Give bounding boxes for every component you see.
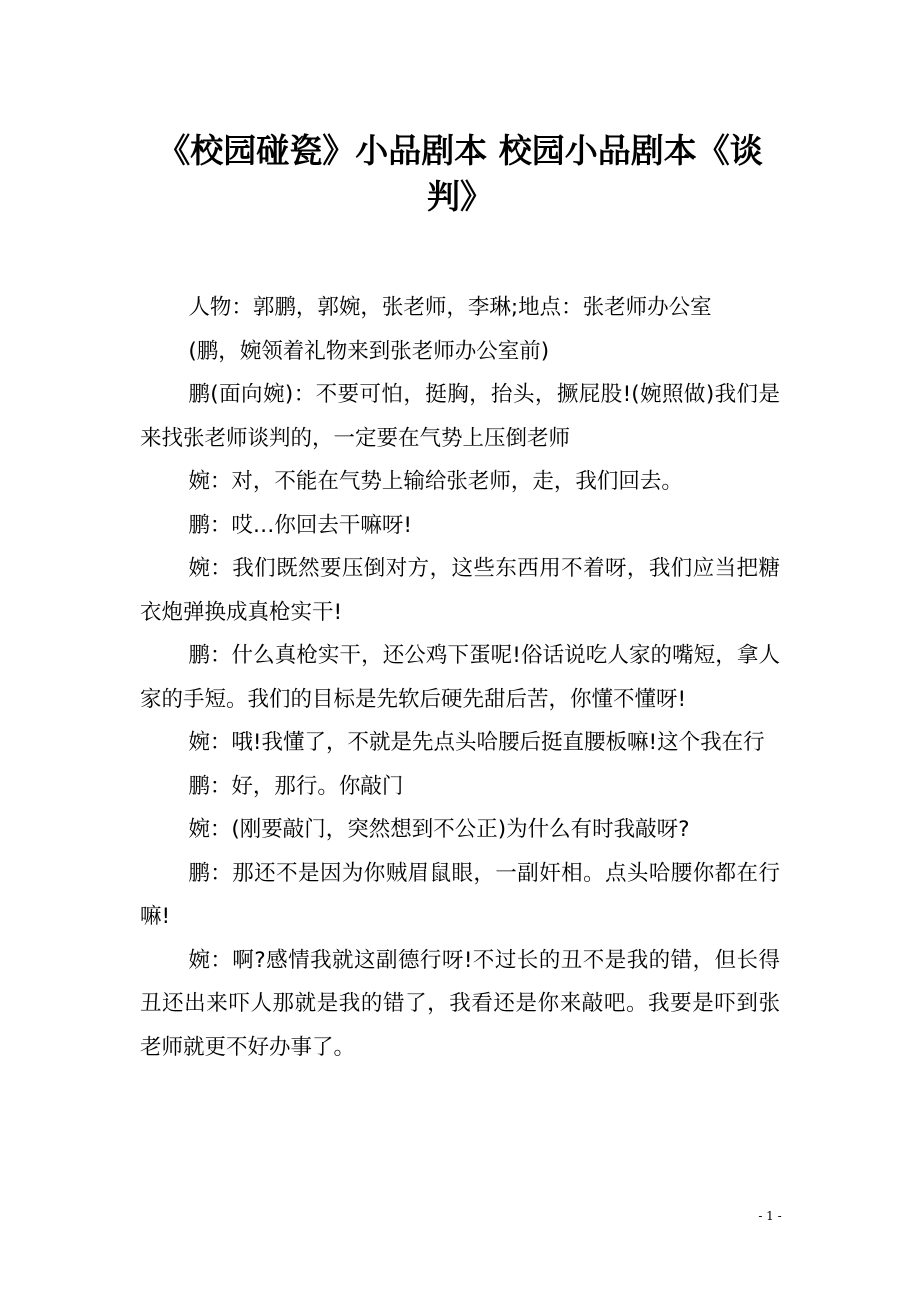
- paragraph-dialogue: 婉：哦!我懂了，不就是先点头哈腰后挺直腰板嘛!这个我在行: [188, 730, 765, 755]
- document-body: [140, 286, 780, 1069]
- page-number: - 1 -: [758, 1209, 782, 1223]
- paragraph-characters-location: 人物：郭鹏，郭婉，张老师，李琳;地点：张老师办公室: [188, 295, 712, 320]
- paragraph-dialogue: 婉：我们既然要压倒对方，这些东西用不着呀，我们应当把糖衣炮弹换成真枪实干!: [140, 556, 780, 625]
- paragraph-dialogue: 鹏：什么真枪实干，还公鸡下蛋呢!俗话说吃人家的嘴短，拿人家的手短。我们的目标是先软后硬先甜后苦，你懂不懂呀!: [140, 643, 780, 712]
- paragraph-dialogue: 婉：对，不能在气势上输给张老师，走，我们回去。: [188, 469, 683, 494]
- paragraph-dialogue: 鹏(面向婉)：不要可怕，挺胸，抬头，撅屁股!(婉照做)我们是来找张老师谈判的，一定要在气势上压倒老师: [140, 382, 780, 451]
- paragraph-dialogue: 婉：(刚要敲门，突然想到不公正)为什么有时我敲呀?: [188, 817, 690, 842]
- document-title: 《校园碰瓷》小品剧本 校园小品剧本《谈判》: [157, 131, 763, 216]
- paragraph-dialogue: 鹏：哎…你回去干嘛呀!: [188, 512, 412, 538]
- paragraph-stage-direction: (鹏，婉领着礼物来到张老师办公室前): [188, 338, 550, 364]
- paragraph-dialogue: 鹏：好，那行。你敲门: [188, 773, 404, 799]
- paragraph-dialogue: 鹏：那还不是因为你贼眉鼠眼，一副奸相。点头哈腰你都在行嘛!: [140, 860, 780, 929]
- paragraph-dialogue: 婉：啊?感情我就这副德行呀!不过长的丑不是我的错，但长得丑还出来吓人那就是我的错了，我看还是你来敲吧。我要是吓到张老师就更不好办事了。: [140, 947, 780, 1060]
